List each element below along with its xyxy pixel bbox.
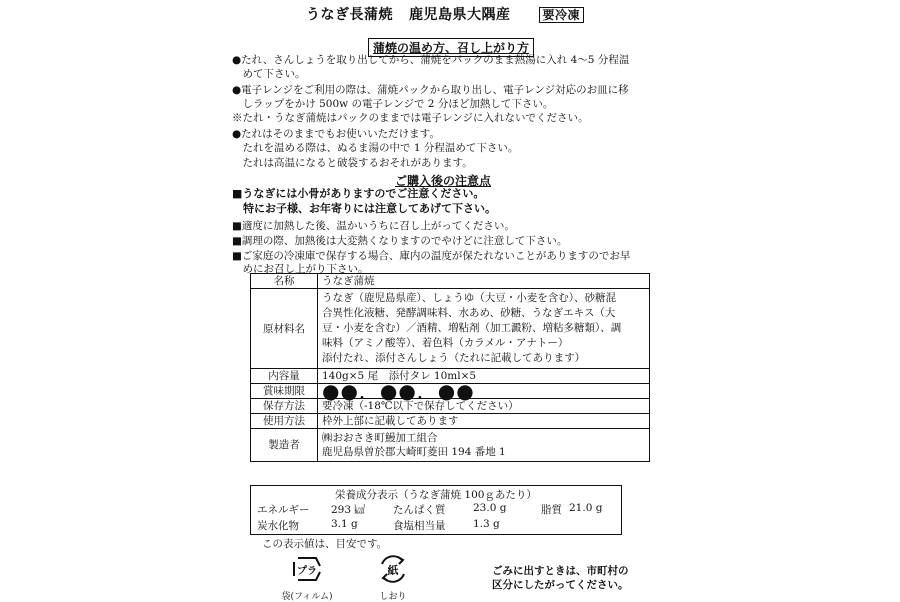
ingredients-value xyxy=(318,289,650,369)
carb-value: 3.1 g xyxy=(331,518,358,530)
nutrition-title: 栄養成分表示（うなぎ蒲焼 100ｇあたり） xyxy=(335,489,537,501)
storage-value: 要冷凍（-18℃以下で保存してください） xyxy=(318,399,650,414)
maker-value xyxy=(318,429,650,462)
ingredients-label: 原材料名 xyxy=(251,289,318,369)
warming-title: 蒲焼の温め方、召し上がり方 xyxy=(368,38,534,57)
fat-value: 21.0 g xyxy=(569,502,603,514)
caution-line: めにお召し上がり下さい。 xyxy=(232,263,369,275)
storage-label: 保存方法 xyxy=(251,399,318,414)
disposal-instructions xyxy=(492,564,629,592)
product-name: うなぎ長蒲焼 xyxy=(306,7,393,23)
ingredients-line: 味料（アミノ酸等）、着色料（カラメル・アナトー） xyxy=(322,337,569,349)
caution-line: ■調理の際、加熱後は大変熱くなりますのでやけどに注意して下さい。 xyxy=(232,235,568,247)
warming-line: ※たれ・うなぎ蒲焼はパックのままでは電子レンジに入れないでください。 xyxy=(232,112,589,124)
ingredients-line: 添付たれ、添付さんしょう（たれに記載してあります） xyxy=(322,352,586,364)
ingredients-line: うなぎ（鹿児島県産）、しょうゆ（大豆・小麦を含む）、砂糖混 xyxy=(322,292,616,304)
warming-line: ●たれはそのままでもお使いいただけます。 xyxy=(232,128,440,140)
product-origin: 鹿児島県大隅産 xyxy=(409,7,511,23)
maker-label: 製造者 xyxy=(251,429,318,462)
disposal-line: 区分にしたがってください。 xyxy=(492,579,629,591)
salt-value: 1.3 g xyxy=(473,518,500,530)
plastic-recycle-icon xyxy=(290,554,324,584)
ingredients-line: 豆・小麦を含む）／酒精、増粘剤（加工澱粉、増粘多糖類）、調 xyxy=(322,322,622,334)
table-row xyxy=(251,399,650,414)
usage-value: 枠外上部に記載してあります xyxy=(318,414,650,429)
maker-line: 鹿児島県曽於郡大崎町菱田 194 番地 1 xyxy=(322,446,506,458)
caution-line: 特にお子様、お年寄りには注意してあげて下さい。 xyxy=(232,202,496,215)
plastic-recycle-mark xyxy=(272,554,342,602)
name-label: 名称 xyxy=(251,274,318,289)
table-row xyxy=(251,414,650,429)
warming-line: ●電子レンジをご利用の際は、蒲焼パックから取り出し、電子レンジ対応のお皿に移 xyxy=(232,84,629,96)
ingredients-line: 合異性化液糖、発酵調味料、水あめ、砂糖、うなぎエキス（大 xyxy=(322,307,616,319)
warming-line: たれを温める際は、ぬるま湯の中で 1 分程温めて下さい。 xyxy=(232,142,519,154)
product-info-table xyxy=(250,273,650,462)
paper-recycle-icon xyxy=(376,554,410,584)
caution-line: ■ご家庭の冷凍庫で保存する場合、庫内の温度が保たれないことがありますのでお早 xyxy=(232,250,631,262)
product-label xyxy=(228,0,668,600)
nutrition-box xyxy=(250,485,622,535)
fat-label: 脂質 xyxy=(541,504,562,516)
estimate-note: この表示値は、目安です。 xyxy=(262,538,388,550)
protein-label: たんぱく質 xyxy=(393,504,446,516)
caution-line: ■適度に加熱した後、温かいうちに召し上がってください。 xyxy=(232,220,515,232)
table-row xyxy=(251,289,650,369)
warming-line: たれは高温になると破袋するおそれがあります。 xyxy=(232,157,473,169)
warming-line: めて下さい。 xyxy=(232,68,306,80)
expiry-label: 賞味期限 xyxy=(251,384,318,399)
volume-value: 140g×5 尾 添付タレ 10ml×5 xyxy=(318,369,650,384)
salt-label: 食塩相当量 xyxy=(393,520,446,532)
protein-value: 23.0 g xyxy=(473,502,507,514)
disposal-line: ごみに出すときは、市町村の xyxy=(492,565,629,577)
paper-caption: しおり xyxy=(379,592,407,602)
table-row xyxy=(251,274,650,289)
name-value: うなぎ蒲焼 xyxy=(318,274,650,289)
frozen-badge: 要冷凍 xyxy=(539,7,585,23)
energy-label: エネルギー xyxy=(257,504,310,516)
label-header xyxy=(306,4,584,24)
carb-label: 炭水化物 xyxy=(257,520,299,532)
table-row xyxy=(251,429,650,462)
plastic-caption: 袋(フィルム) xyxy=(281,592,333,602)
maker-line: ㈱おおさき町鰻加工組合 xyxy=(322,432,438,444)
volume-label: 内容量 xyxy=(251,369,318,384)
paper-recycle-mark xyxy=(368,554,418,602)
paper-symbol-text: 紙 xyxy=(387,564,399,577)
warming-line: ●たれ、さんしょうを取り出してから、蒲焼をパックのまま熱湯に入れ 4～5 分程温 xyxy=(232,54,630,66)
table-row xyxy=(251,384,650,399)
caution-line: ■うなぎには小骨がありますのでご注意ください。 xyxy=(232,187,485,200)
warming-line: しラップをかけ 500w の電子レンジで 2 分ほど加熱して下さい。 xyxy=(232,98,554,110)
usage-label: 使用方法 xyxy=(251,414,318,429)
plastic-symbol-text: プラ xyxy=(297,566,317,577)
energy-value: 293 ㎉ xyxy=(331,504,365,516)
expiry-value: ●●．●●．●● xyxy=(318,384,650,399)
cautions-title: ご購入後の注意点 xyxy=(395,174,492,188)
